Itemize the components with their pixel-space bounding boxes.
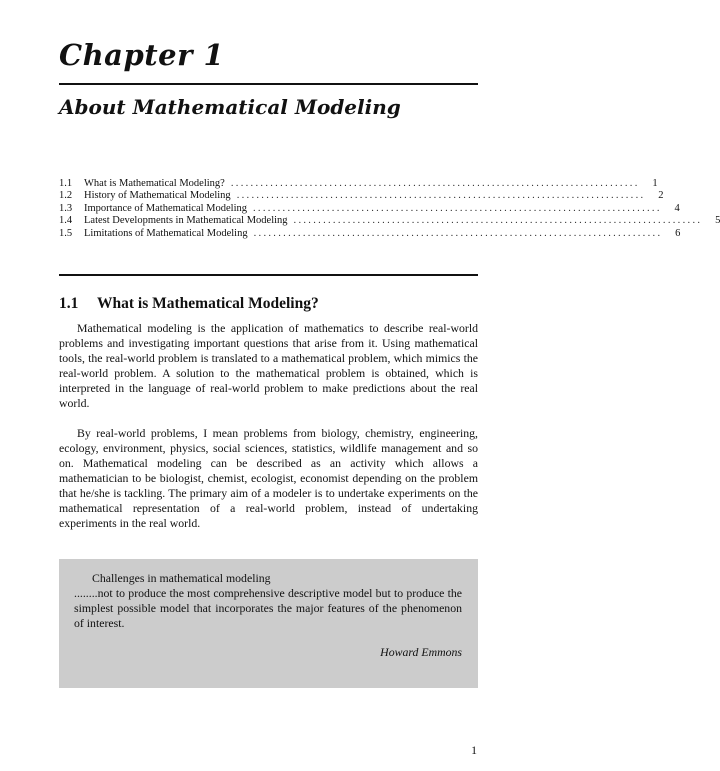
body-paragraph: By real-world problems, I mean problems from biology, chemistry, engineering, ecology, environment, physics, social sciences, statistics, wildlife management and so on. Mathematical modeling can be described as an activity which allows a mathematician to be biologist, chemist, ecologist, economist depending on the problem that he/she is tackling. The primary aim of a modeler is to undertake experiments on the mathematical representation of a real-world problem, instead of undertaking experiments in the real world. — [59, 426, 478, 530]
toc-entry-page: 4 — [674, 202, 680, 214]
toc-entry-title: Limitations of Mathematical Modeling — [84, 227, 248, 239]
toc-entry-number: 1.5 — [59, 227, 73, 239]
toc-entry[interactable] — [59, 215, 720, 227]
chapter-rule — [59, 83, 478, 85]
toc-entry[interactable] — [59, 227, 681, 240]
page-number: 1 — [471, 743, 477, 757]
toc-leader-dots: ................................................................................... — [253, 202, 662, 214]
toc-leader-dots: ................................................................................... — [230, 178, 640, 189]
toc-entry-number: 1.3 — [59, 202, 73, 214]
quote-text: ........not to produce the most comprehensive descriptive model but to produce the simplest possible model that incorporates the major features of the phenomenon of interest. — [74, 586, 462, 630]
toc-leader-dots: ................................................................................... — [253, 227, 663, 239]
toc-entry-number: 1.2 — [59, 190, 73, 202]
toc-entry-title: Importance of Mathematical Modeling — [84, 202, 247, 214]
toc-leader-dots: ................................................................................... — [236, 190, 646, 202]
toc-leader-dots: ................................................................................... — [293, 215, 703, 227]
toc-entry-page: 2 — [658, 190, 664, 202]
toc-entry-page: 6 — [675, 227, 681, 239]
quote-title: Challenges in mathematical modeling — [92, 571, 271, 585]
chapter-title: Chapter 1 — [59, 38, 225, 72]
toc-entry-title: History of Mathematical Modeling — [84, 190, 231, 202]
chapter-subtitle: About Mathematical Modeling — [59, 95, 401, 119]
toc-entry-title: What is Mathematical Modeling? — [84, 178, 225, 189]
toc-entry-page: 5 — [715, 215, 720, 227]
toc-entry-page: 1 — [652, 178, 658, 189]
toc-entry[interactable] — [59, 190, 664, 202]
toc-entry-number: 1.1 — [59, 178, 73, 189]
body-paragraph: Mathematical modeling is the application of mathematics to describe real-world problems and investigating important questions that arise from it. Using mathematical tools, the real-world problem is translated to a mathematical problem, which mimics the real-world problem. A solution to the mathematical problem is obtained, which is interpreted in the language of real-world problem to make predictions about the real world. — [59, 321, 478, 410]
toc-entry[interactable] — [59, 178, 658, 190]
section-rule — [59, 274, 478, 276]
section-heading — [59, 295, 478, 313]
quote-box — [59, 559, 478, 688]
toc-entry[interactable] — [59, 202, 680, 215]
section-number: 1.1 — [59, 295, 79, 312]
table-of-contents — [59, 178, 720, 240]
quote-author: Howard Emmons — [380, 645, 462, 659]
toc-entry-title: Latest Developments in Mathematical Modeling — [84, 215, 288, 227]
section-title: What is Mathematical Modeling? — [97, 295, 319, 312]
toc-entry-number: 1.4 — [59, 215, 73, 227]
